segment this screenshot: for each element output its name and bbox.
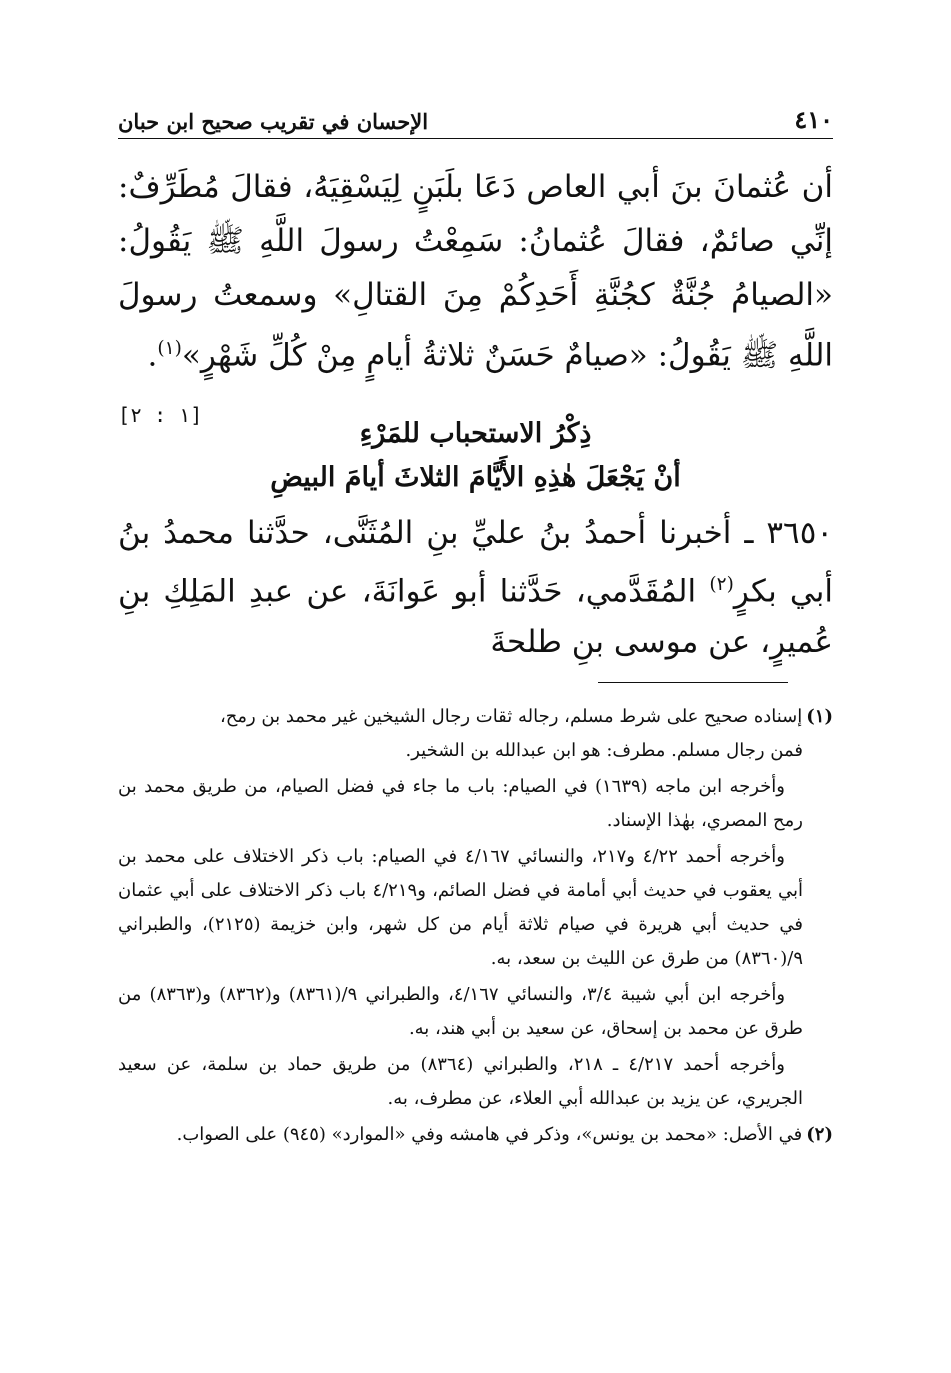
- hadith-continuation: [118, 160, 833, 428]
- footnote-ref-1: (١): [157, 338, 182, 359]
- footnote-1-line-1: إسناده صحيح على شرط مسلم، رجاله ثقات رجال الشيخين غير محمد بن رمح،: [219, 706, 803, 727]
- footnote-1-paragraph-5: وأخرجه أحمد ٤/٢١٧ ـ ٢١٨، والطبراني (٨٣٦٤) من طريق حماد بن سلمة، عن سعيد الجريري، عن يزيد بن عبدالله أبي العلاء، عن مطرف، به.: [118, 1054, 803, 1109]
- main-text: [118, 160, 833, 442]
- page-header: [118, 100, 833, 139]
- footnote-1-paragraph-4: وأخرجه ابن أبي شيبة ٣/٤، والنسائي ٤/١٦٧، والطبراني ٩/(٨٣٦١) و(٨٣٦٢) و(٨٣٦٣) من طرق عن محمد بن إسحاق، عن سعيد بن أبي هند، به.: [118, 984, 803, 1039]
- running-title: الإحسان في تقريب صحيح ابن حبان: [118, 109, 429, 134]
- footnote-1-line-2: فمن رجال مسلم. مطرف: هو ابن عبدالله بن الشخير.: [405, 740, 803, 761]
- footnote-ref-2: (٢): [709, 574, 734, 595]
- hadith-text-part-2: المُقَدَّمي، حَدَّثنا أبو عَوانَةَ، عن عبدِ المَلِكِ بنِ عُميرٍ، عن موسى بنِ طلحةَ: [118, 573, 833, 661]
- hadith-continuation-text: أن عُثمانَ بنَ أبي العاص دَعَا بلَبَنٍ لِيَسْقِيَهُ، فقالَ مُطَرِّفٌ: إنِّي صائمٌ، فقالَ عُثمانُ: سَمِعْتُ رسولَ اللَّهِ ﷺ يَقُولُ: «الصيامُ جُنَّةٌ كجُنَّةِ أَحَدِكُمْ مِنَ القتالِ» وسمعتُ رسولَ اللَّهِ ﷺ يَقُولُ: «صيامٌ حَسَنٌ ثلاثةُ أيامٍ مِنْ كُلِّ شَهْرٍ»: [118, 169, 833, 374]
- reference-tag: [١ : ٢]: [118, 403, 203, 428]
- footnote-separator: [598, 682, 788, 683]
- footnote-1-marker: (١): [806, 706, 833, 727]
- chapter-heading: [118, 412, 833, 500]
- hadith-text: [118, 508, 833, 668]
- chapter-heading-line-2: أنْ يَجْعَلَ هٰذِهِ الأَيَّامَ الثلاثَ أيامَ البيضِ: [270, 462, 681, 493]
- footnote-2: [118, 1118, 833, 1152]
- footnote-1: [118, 700, 833, 768]
- hadith-text-part-1: ـ أخبرنا أحمدُ بنُ عليِّ بنِ المُثَنَّى، حدَّثنا محمدُ بنُ أبي بكرٍ: [118, 515, 833, 610]
- footnote-1-paragraph-3: وأخرجه أحمد ٤/٢٢ و٢١٧، والنسائي ٤/١٦٧ في الصيام: باب ذكر الاختلاف على محمد بن أبي يعقوب في حديث أبي أمامة في فضل الصائم، و٤/٢١٩ باب ذكر الاختلاف على أبي عثمان في حديث أبي هريرة في صيام ثلاثة أيام من كل شهر، وابن خزيمة (٢١٢٥)، والطبراني ٩/(٨٣٦٠) من طرق عن الليث بن سعد، به.: [118, 846, 804, 969]
- hadith-3650: [118, 508, 833, 668]
- page-number: ٤١٠: [794, 105, 833, 134]
- footnote-1-paragraph-2: وأخرجه ابن ماجه (١٦٣٩) في الصيام: باب ما جاء في فضل الصيام، من طريق محمد بن رمح المصري، بهٰذا الإسناد.: [118, 776, 803, 831]
- footnote-2-marker: (٢): [806, 1124, 833, 1145]
- end-punct: .: [147, 337, 158, 374]
- chapter-heading-line-1: ذِكْرُ الاستحباب للمَرْءِ: [359, 418, 592, 449]
- footnotes: [118, 700, 833, 1154]
- hadith-number: ٣٦٥٠: [766, 515, 833, 551]
- footnote-2-text: في الأصل: «محمد بن يونس»، وذكر في هامشه وفي «الموارد» (٩٤٥) على الصواب.: [176, 1124, 803, 1145]
